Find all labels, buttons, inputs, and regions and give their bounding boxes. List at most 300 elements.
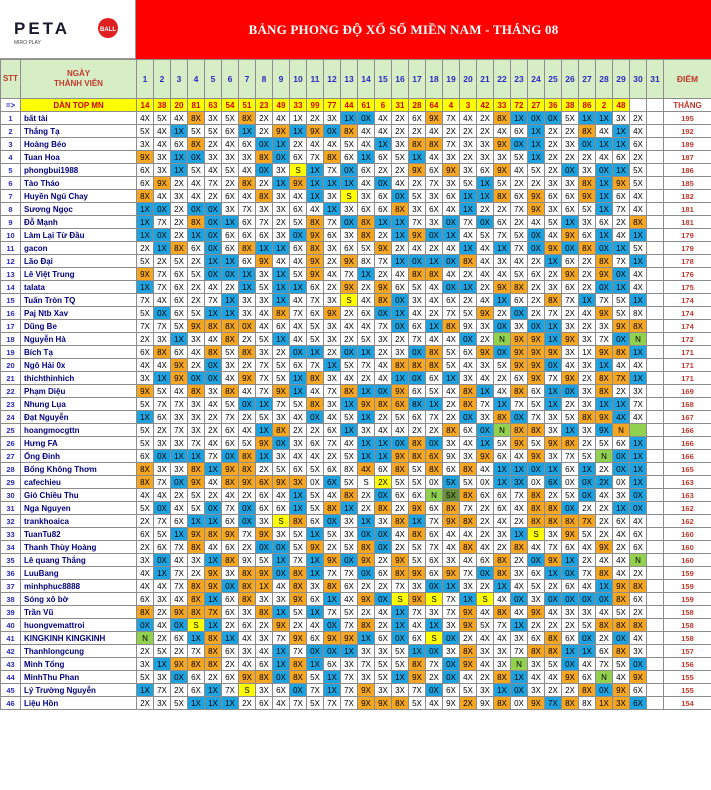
day-header: 26: [562, 60, 579, 99]
member-points: 192: [664, 125, 711, 138]
day-cell: 1X: [545, 255, 562, 268]
day-cell: 9X: [511, 359, 528, 372]
day-cell: 8X: [494, 411, 511, 424]
day-cell: 0X: [477, 476, 494, 489]
day-cell: 3X: [375, 645, 392, 658]
table-row[interactable]: [1, 489, 711, 502]
table-row[interactable]: [1, 450, 711, 463]
table-row[interactable]: [1, 632, 711, 645]
day-cell: 4X: [137, 567, 154, 580]
day-cell: 3X: [494, 645, 511, 658]
day-cell: 1X: [596, 580, 613, 593]
day-cell: 6X: [579, 671, 596, 684]
day-cell: 2X: [256, 177, 273, 190]
day-cell: 3X: [188, 398, 205, 411]
day-cell: 4X: [154, 190, 171, 203]
day-cell: 9X: [307, 255, 324, 268]
table-row[interactable]: [1, 424, 711, 437]
row-stt: 39: [1, 606, 21, 619]
day-cell: 4X: [307, 450, 324, 463]
day-cell: 4X: [307, 203, 324, 216]
table-row[interactable]: [1, 528, 711, 541]
day-cell: 1X: [596, 177, 613, 190]
day-cell: 0X: [409, 346, 426, 359]
table-row[interactable]: [1, 177, 711, 190]
day-cell: 5X: [290, 541, 307, 554]
day-cell: 4X: [341, 372, 358, 385]
day-cell: 1X: [341, 502, 358, 515]
top-label: DÀN TOP MN: [21, 99, 137, 112]
day-cell: 3X: [239, 645, 256, 658]
member-points: 182: [664, 190, 711, 203]
day-cell: 1X: [256, 424, 273, 437]
day-cell: 3X: [324, 333, 341, 346]
day-cell: 0X: [562, 502, 579, 515]
day-cell: 7X: [171, 580, 188, 593]
day-cell: 8X: [460, 515, 477, 528]
day-cell: 2X: [443, 398, 460, 411]
day-cell: 1X: [613, 281, 630, 294]
table-row[interactable]: [1, 567, 711, 580]
day-cell: [647, 684, 664, 697]
day-cell: 8X: [290, 515, 307, 528]
day-cell: 6X: [324, 463, 341, 476]
table-row[interactable]: [1, 112, 711, 125]
member-points: 174: [664, 320, 711, 333]
day-cell: 9X: [239, 372, 256, 385]
table-row[interactable]: [1, 398, 711, 411]
day-cell: 2X: [426, 242, 443, 255]
day-cell: 5X: [137, 398, 154, 411]
day-cell: 6X: [511, 190, 528, 203]
member-points: 166: [664, 450, 711, 463]
top-number: 77: [324, 99, 341, 112]
day-cell: 7X: [596, 294, 613, 307]
day-cell: 6X: [443, 294, 460, 307]
day-cell: 8X: [409, 359, 426, 372]
top-number: 42: [477, 99, 494, 112]
day-cell: S: [341, 190, 358, 203]
day-cell: 6X: [341, 242, 358, 255]
day-cell: 1X: [630, 476, 647, 489]
table-row[interactable]: [1, 125, 711, 138]
day-cell: 8X: [528, 515, 545, 528]
day-cell: 7X: [324, 437, 341, 450]
day-cell: 1X: [222, 216, 239, 229]
day-cell: 9X: [341, 632, 358, 645]
day-cell: 5X: [562, 112, 579, 125]
day-cell: 7X: [256, 359, 273, 372]
day-cell: 3X: [290, 437, 307, 450]
day-cell: 1X: [477, 385, 494, 398]
day-cell: 4X: [137, 112, 154, 125]
table-row[interactable]: [1, 255, 711, 268]
day-cell: 7X: [290, 645, 307, 658]
row-stt: 32: [1, 515, 21, 528]
day-cell: 5X: [392, 151, 409, 164]
day-cell: 1X: [171, 333, 188, 346]
table-row[interactable]: [1, 437, 711, 450]
day-cell: 3X: [205, 385, 222, 398]
day-cell: 1X: [613, 125, 630, 138]
day-cell: 0X: [307, 411, 324, 424]
day-cell: 6X: [392, 281, 409, 294]
day-cell: 0X: [426, 229, 443, 242]
member-points: 171: [664, 372, 711, 385]
table-row[interactable]: [1, 645, 711, 658]
top-number: 48: [613, 99, 630, 112]
day-cell: 1X: [579, 346, 596, 359]
table-row[interactable]: [1, 359, 711, 372]
day-cell: 6X: [324, 658, 341, 671]
day-cell: 4X: [341, 593, 358, 606]
day-cell: 5X: [154, 528, 171, 541]
day-cell: 7X: [460, 502, 477, 515]
day-cell: 6X: [222, 190, 239, 203]
member-points: 174: [664, 307, 711, 320]
day-cell: 4X: [205, 281, 222, 294]
table-row[interactable]: [1, 580, 711, 593]
table-row[interactable]: [1, 307, 711, 320]
logo-subtitle: MIRO PLAY: [14, 40, 41, 46]
day-cell: 9X: [375, 697, 392, 710]
day-cell: 2X: [562, 151, 579, 164]
day-cell: 2X: [324, 255, 341, 268]
day-cell: 3X: [630, 645, 647, 658]
day-cell: 9X: [477, 697, 494, 710]
member-points: 155: [664, 671, 711, 684]
day-cell: 1X: [596, 229, 613, 242]
day-cell: 2X: [205, 424, 222, 437]
day-cell: 9X: [154, 177, 171, 190]
day-cell: 6X: [562, 203, 579, 216]
table-row[interactable]: [1, 216, 711, 229]
row-stt: 42: [1, 645, 21, 658]
day-cell: 6X: [528, 567, 545, 580]
member-points: 160: [664, 528, 711, 541]
table-row[interactable]: [1, 229, 711, 242]
day-cell: 2X: [358, 606, 375, 619]
day-cell: 3X: [358, 645, 375, 658]
day-cell: 8X: [460, 645, 477, 658]
table-row[interactable]: [1, 606, 711, 619]
day-cell: 4X: [460, 528, 477, 541]
day-cell: 1X: [205, 463, 222, 476]
table-row[interactable]: [1, 502, 711, 515]
day-cell: 0X: [171, 619, 188, 632]
table-row[interactable]: [1, 593, 711, 606]
day-cell: 8X: [341, 463, 358, 476]
day-cell: 1X: [409, 515, 426, 528]
member-points: 162: [664, 502, 711, 515]
day-cell: 2X: [426, 307, 443, 320]
day-cell: 8X: [273, 424, 290, 437]
day-cell: 2X: [477, 112, 494, 125]
day-cell: 6X: [579, 229, 596, 242]
member-points: 157: [664, 645, 711, 658]
table-row[interactable]: [1, 164, 711, 177]
day-cell: 3X: [392, 346, 409, 359]
day-cell: 6X: [222, 541, 239, 554]
day-cell: 6X: [324, 229, 341, 242]
member-name: gacon: [21, 242, 137, 255]
day-cell: 8X: [137, 476, 154, 489]
day-cell: 2X: [239, 359, 256, 372]
day-cell: 3X: [460, 138, 477, 151]
day-cell: 0X: [205, 216, 222, 229]
table-row[interactable]: [1, 151, 711, 164]
day-cell: 1X: [273, 281, 290, 294]
day-cell: 6X: [426, 450, 443, 463]
day-cell: 9X: [392, 450, 409, 463]
day-cell: 8X: [290, 567, 307, 580]
day-cell: 8X: [596, 255, 613, 268]
table-row[interactable]: [1, 242, 711, 255]
day-cell: 6X: [171, 346, 188, 359]
day-cell: 6X: [409, 112, 426, 125]
table-row[interactable]: [1, 203, 711, 216]
table-row[interactable]: [1, 684, 711, 697]
day-cell: 0X: [443, 281, 460, 294]
day-cell: 0X: [324, 645, 341, 658]
day-cell: 9X: [613, 320, 630, 333]
day-cell: [647, 424, 664, 437]
day-cell: 8X: [494, 567, 511, 580]
day-cell: 8X: [137, 190, 154, 203]
member-points: 165: [664, 463, 711, 476]
day-cell: 2X: [596, 528, 613, 541]
day-cell: 4X: [341, 437, 358, 450]
day-cell: 3X: [171, 437, 188, 450]
day-cell: 7X: [358, 359, 375, 372]
day-cell: [647, 411, 664, 424]
day-header: 21: [477, 60, 494, 99]
day-cell: 8X: [409, 138, 426, 151]
day-cell: 0X: [239, 320, 256, 333]
table-row[interactable]: [1, 372, 711, 385]
table-row[interactable]: [1, 138, 711, 151]
day-cell: 3X: [426, 190, 443, 203]
day-cell: 8X: [290, 580, 307, 593]
day-cell: 8X: [222, 333, 239, 346]
day-cell: 2X: [562, 398, 579, 411]
day-cell: 4X: [630, 203, 647, 216]
day-cell: 1X: [596, 190, 613, 203]
table-row[interactable]: [1, 554, 711, 567]
table-row[interactable]: [1, 658, 711, 671]
day-cell: 1X: [205, 619, 222, 632]
row-stt: 46: [1, 697, 21, 710]
day-cell: 4X: [443, 333, 460, 346]
day-cell: 2X: [341, 307, 358, 320]
day-cell: 1X: [494, 242, 511, 255]
row-stt: 6: [1, 177, 21, 190]
day-cell: 2X: [154, 606, 171, 619]
day-cell: 0X: [579, 593, 596, 606]
row-stt: 23: [1, 398, 21, 411]
row-stt: 27: [1, 450, 21, 463]
table-row[interactable]: [1, 268, 711, 281]
table-row[interactable]: [1, 346, 711, 359]
day-cell: 9X: [358, 398, 375, 411]
day-cell: 0X: [426, 476, 443, 489]
day-cell: 1X: [511, 671, 528, 684]
day-cell: 1X: [205, 697, 222, 710]
day-cell: 2X: [188, 359, 205, 372]
day-cell: 1X: [579, 645, 596, 658]
day-cell: 5X: [460, 684, 477, 697]
day-cell: 7X: [443, 593, 460, 606]
day-cell: 2X: [579, 255, 596, 268]
day-cell: 8X: [630, 320, 647, 333]
day-cell: 8X: [579, 411, 596, 424]
table-row[interactable]: [1, 333, 711, 346]
day-header: 9: [273, 60, 290, 99]
day-cell: 2X: [579, 320, 596, 333]
day-cell: 7X: [154, 476, 171, 489]
member-points: 167: [664, 411, 711, 424]
day-cell: 1X: [137, 229, 154, 242]
day-cell: 9X: [562, 372, 579, 385]
day-cell: 6X: [375, 567, 392, 580]
day-cell: 6X: [256, 502, 273, 515]
day-cell: 0X: [273, 437, 290, 450]
day-cell: 5X: [273, 463, 290, 476]
day-cell: 6X: [613, 515, 630, 528]
day-cell: 1X: [205, 593, 222, 606]
day-cell: 3X: [392, 138, 409, 151]
day-cell: 3X: [154, 333, 171, 346]
day-cell: 0X: [579, 489, 596, 502]
day-cell: 9X: [596, 346, 613, 359]
table-row[interactable]: [1, 320, 711, 333]
day-cell: 9X: [256, 528, 273, 541]
member-points: 174: [664, 294, 711, 307]
day-cell: 1X: [188, 632, 205, 645]
table-row[interactable]: [1, 385, 711, 398]
day-cell: 2X: [511, 554, 528, 567]
member-points: 159: [664, 567, 711, 580]
day-cell: 5X: [341, 450, 358, 463]
day-cell: 0X: [392, 294, 409, 307]
member-points: 171: [664, 346, 711, 359]
day-cell: 3X: [477, 684, 494, 697]
day-cell: 8X: [528, 502, 545, 515]
day-cell: 0X: [222, 450, 239, 463]
day-cell: 4X: [307, 138, 324, 151]
day-cell: 2X: [392, 502, 409, 515]
day-cell: 7X: [562, 450, 579, 463]
day-cell: 4X: [460, 229, 477, 242]
day-cell: 1X: [307, 190, 324, 203]
day-cell: 3X: [358, 424, 375, 437]
day-cell: 5X: [443, 476, 460, 489]
day-cell: 3X: [188, 411, 205, 424]
day-cell: 1X: [205, 307, 222, 320]
day-cell: 5X: [409, 476, 426, 489]
day-cell: 3X: [443, 151, 460, 164]
day-cell: 7X: [409, 684, 426, 697]
day-cell: 6X: [494, 502, 511, 515]
day-cell: 8X: [409, 268, 426, 281]
day-cell: [647, 359, 664, 372]
day-cell: 3X: [273, 190, 290, 203]
table-row[interactable]: [1, 515, 711, 528]
day-cell: 8X: [256, 671, 273, 684]
day-cell: 1X: [324, 177, 341, 190]
day-cell: 2X: [137, 333, 154, 346]
day-cell: 1X: [392, 372, 409, 385]
day-cell: 7X: [443, 138, 460, 151]
day-cell: 2X: [171, 203, 188, 216]
day-cell: 1X: [171, 125, 188, 138]
table-row[interactable]: [1, 671, 711, 684]
day-cell: 1X: [358, 268, 375, 281]
table-row[interactable]: [1, 476, 711, 489]
day-cell: 6X: [222, 424, 239, 437]
day-cell: 5X: [528, 437, 545, 450]
table-row[interactable]: [1, 463, 711, 476]
day-cell: 2X: [358, 502, 375, 515]
table-row[interactable]: [1, 697, 711, 710]
day-cell: 2X: [307, 424, 324, 437]
day-cell: 6X: [477, 489, 494, 502]
logo-text: PETA: [14, 19, 71, 38]
day-cell: 5X: [307, 671, 324, 684]
day-cell: 2X: [375, 580, 392, 593]
day-cell: 8X: [358, 541, 375, 554]
day-cell: 3X: [545, 411, 562, 424]
day-cell: 2X: [358, 281, 375, 294]
day-cell: 2X: [596, 632, 613, 645]
table-row[interactable]: [1, 281, 711, 294]
day-cell: 2X: [494, 372, 511, 385]
table-row[interactable]: [1, 411, 711, 424]
day-cell: 8X: [443, 424, 460, 437]
day-cell: 5X: [511, 151, 528, 164]
day-cell: 5X: [307, 489, 324, 502]
day-cell: 1X: [562, 424, 579, 437]
day-cell: 3X: [358, 671, 375, 684]
day-cell: 5X: [154, 645, 171, 658]
member-points: 156: [664, 658, 711, 671]
table-row[interactable]: [1, 619, 711, 632]
table-row[interactable]: [1, 541, 711, 554]
day-cell: 3X: [273, 593, 290, 606]
day-cell: 3X: [222, 567, 239, 580]
day-cell: 5X: [409, 541, 426, 554]
day-cell: 5X: [137, 255, 154, 268]
day-cell: 3X: [477, 138, 494, 151]
day-cell: 3X: [545, 177, 562, 190]
day-cell: 8X: [528, 424, 545, 437]
day-cell: 8X: [392, 567, 409, 580]
day-cell: 3X: [613, 697, 630, 710]
day-cell: 2X: [392, 541, 409, 554]
day-cell: 0X: [137, 619, 154, 632]
member-points: 159: [664, 580, 711, 593]
day-cell: 1X: [375, 450, 392, 463]
day-cell: 1X: [188, 450, 205, 463]
day-cell: 0X: [205, 372, 222, 385]
day-cell: 4X: [290, 411, 307, 424]
table-row[interactable]: [1, 294, 711, 307]
day-cell: 4X: [154, 359, 171, 372]
day-cell: 4X: [239, 658, 256, 671]
table-row[interactable]: [1, 190, 711, 203]
day-cell: 0X: [562, 385, 579, 398]
day-cell: 4X: [545, 606, 562, 619]
